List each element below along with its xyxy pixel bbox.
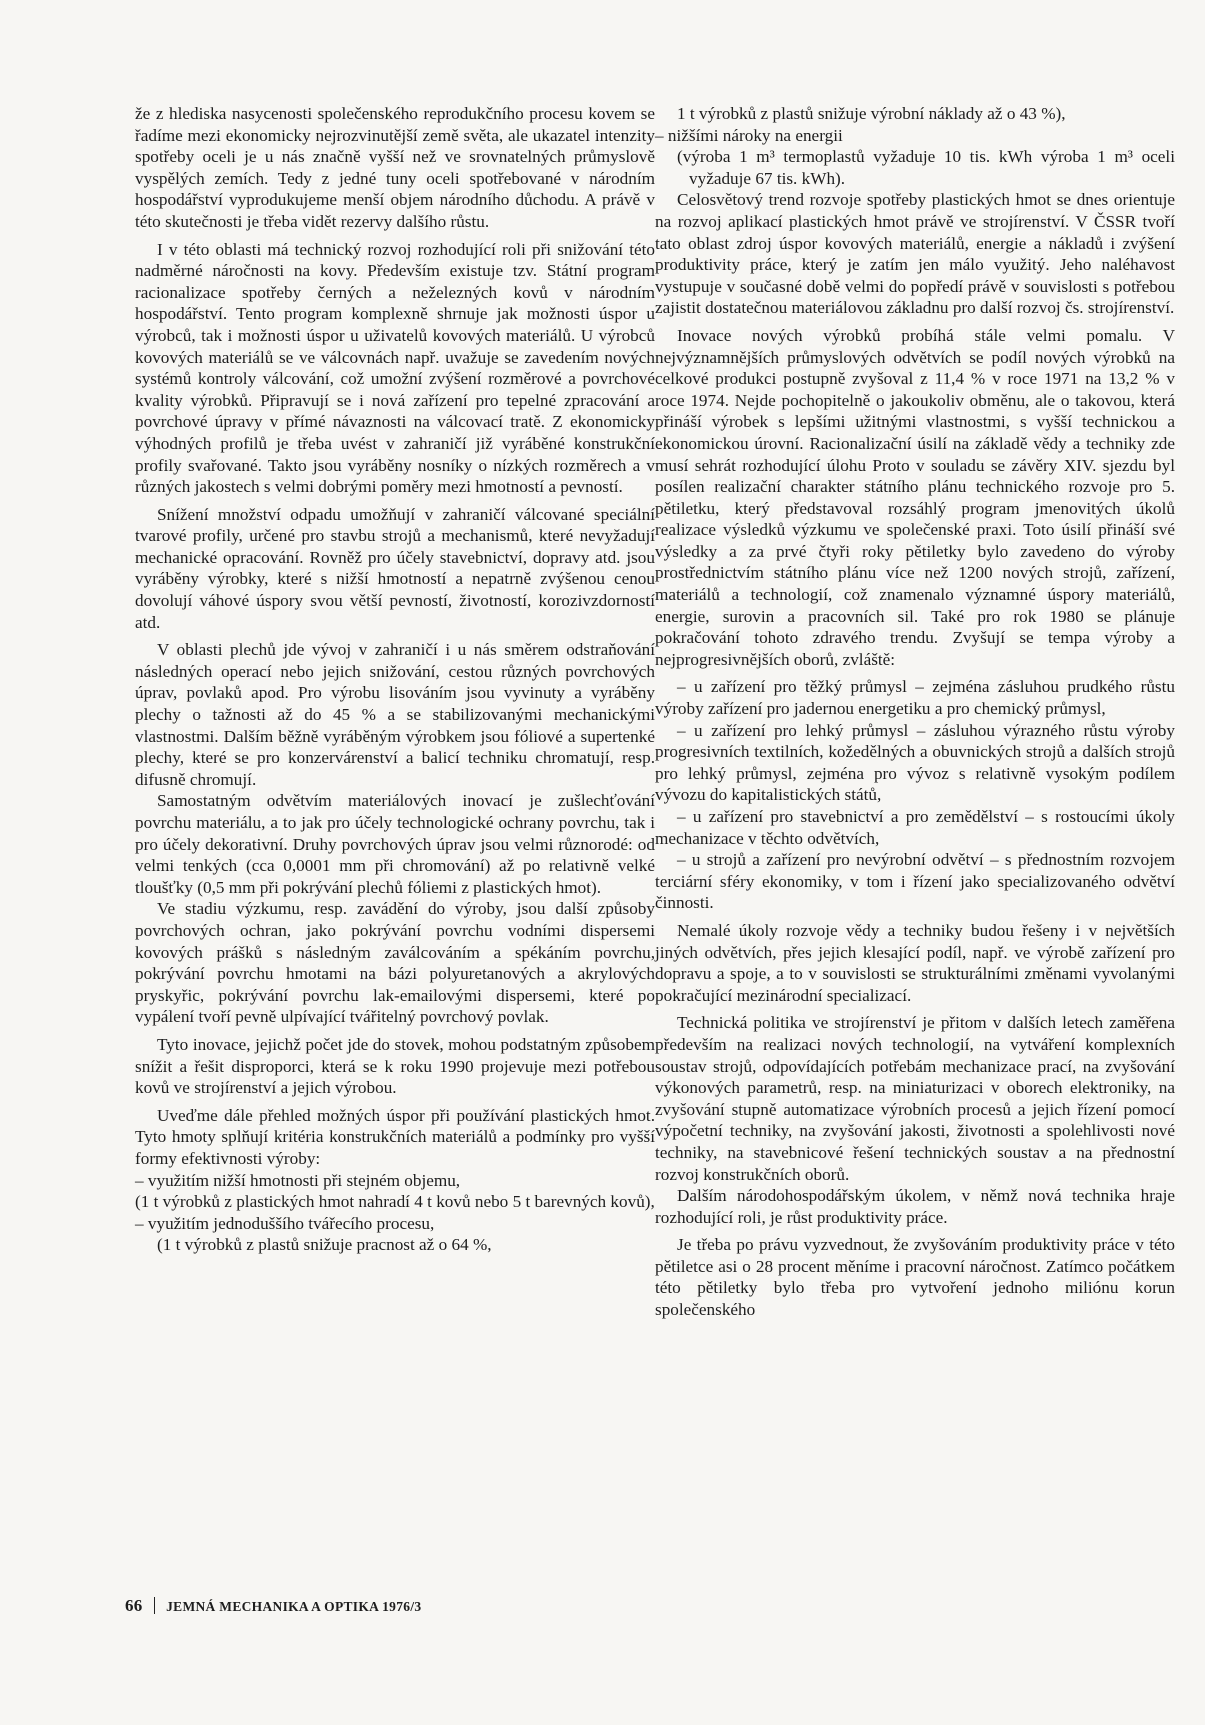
paragraph: Je třeba po právu vyzvednout, že zvyšováním produktivity práce v této pětiletce asi o 28 procent měníme i pracovní náročnost. Zatímco počátkem této pětiletky bylo třeba pro vytvoření jednoho miliónu korun společenského xyxy=(655,1235,1175,1320)
paragraph: – využitím nižší hmotnosti při stejném objemu, xyxy=(135,1170,461,1190)
paragraph: že z hlediska nasycenosti společenského reprodukčního procesu kovem se řadíme mezi ekonomicky nejrozvinutější země světa, ale ukazatel intenzity spotřeby oceli je u nás značně vyšší než ve srovnatelných průmyslově vyspělých zemích. Tedy z jedné tuny oceli spotřebované v národním hospodářství vyprodukujeme menší objem národního důchodu. A právě v této skutečnosti je třeba vidět rezervy dalšího růstu. xyxy=(135,104,655,231)
paragraph: V oblasti plechů jde vývoj v zahraničí i u nás směrem odstraňování následných operací nebo jejich snižování, cestou různých povrchových úprav, povlaků apod. Pro výrobu lisováním jsou vyvinuty a vyráběny plechy o tažnosti až do 45 % a se stabilizovanými mechanickými vlastnostmi. Dalším běžně vyráběným výrobkem jsou fóliové a supertenké plechy, které se pro konzervárenství a balicí techniku chromatují, resp. difusně chromují. xyxy=(135,640,655,789)
paragraph: Technická politika ve strojírenství je přitom v dalších letech zaměřena především na realizaci nových technologií, na vytváření komplexních soustav strojů, odpovídajících potřebám mechanizace prací, na zvyšování výkonových parametrů, resp. na miniaturizaci v oborech elektroniky, na zvyšování stupně automatizace výrobních procesů a jejich řízení pomocí výpočetní techniky, na zvyšování jakosti, životnosti a spolehlivosti nové techniky, na stavebnicové řešení technických soustav a na přednostní rozvoj konstrukčních oborů. xyxy=(655,1013,1175,1184)
paragraph: Celosvětový trend rozvoje spotřeby plastických hmot se dnes orientuje na rozvoj aplikací plastických hmot právě ve strojírenství. V ČSSR tvoří tato oblast zdroj úspor kovových materiálů, energie a nákladů i zvýšení produktivity práce, který je zatím jen málo využitý. Jeho naléhavost vystupuje v současné době velmi do popředí právě v souvislosti s potřebou zajistit dostatečnou materiálovou základnu pro další rozvoj čs. strojírenství. xyxy=(655,190,1175,318)
paragraph: Dalším národohospodářským úkolem, v němž nová technika hraje rozhodující roli, je růst produktivity práce. xyxy=(655,1186,1175,1227)
right-column xyxy=(655,103,1175,1321)
paragraph: Samostatným odvětvím materiálových inovací je zušlechťování povrchu materiálu, a to jak pro účely technologické ochrany povrchu, tak i pro účely dekorativní. Druhy povrchových úprav jsou velmi různorodé: od velmi tenkých (cca 0,0001 mm při chromování) až po relativně velké tloušťky (0,5 mm při pokrývání plechů fóliemi z plastických hmot). xyxy=(135,791,655,897)
paragraph: Tyto inovace, jejichž počet jde do stovek, mohou podstatným způsobem snížit a řešit disproporci, která se k roku 1990 projevuje mezi potřebou kovů ve strojírenství a jejich výrobou. xyxy=(135,1034,655,1098)
paragraph: Ve stadiu výzkumu, resp. zavádění do výroby, jsou další způsoby povrchových ochran, jako pokrývání povrchu vodními dispersemi kovových prášků s následným zaválcováním a spékáním povrchu, pokrývání povrchu hmotami na bázi polyuretanových a akrylových pryskyřic, pokrývání povrchu lak-emailovými dispersemi, které po vypálení tvoří pevně ulpívající tvářitelný povrchový povlak. xyxy=(135,899,655,1027)
paragraph: – nižšími nároky na energii xyxy=(655,125,843,145)
page-footer xyxy=(125,1594,421,1616)
journal-title: JEMNÁ MECHANIKA A OPTIKA 1976/3 xyxy=(166,1599,422,1614)
paragraph: 1 t výrobků z plastů snižuje výrobní náklady až o 43 %), xyxy=(677,104,1066,123)
paragraph: (výroba 1 m³ termoplastů vyžaduje 10 tis. kWh výroba 1 m³ oceli vyžaduje 67 tis. kWh). xyxy=(677,147,1175,188)
footer-divider xyxy=(154,1597,156,1614)
left-column xyxy=(135,103,655,1256)
paragraph: Snížení množství odpadu umožňují v zahraničí válcované speciální tvarové profily, určené pro stavbu strojů a mechanismů, které nevyžadují mechanické opracování. Rovněž pro účely stavebnictví, dopravy atd. jsou vyráběny výrobky, které s nižší hmotností a nepatrně zvýšenou cenou dovolují váhové úspory svou větší pevností, životností, korozivzdorností atd. xyxy=(135,504,655,632)
paragraph: – u strojů a zařízení pro nevýrobní odvětví – s přednostním rozvojem terciární sféry ekonomiky, v tom i řízení jako specializovaného odvětví činnosti. xyxy=(655,850,1175,913)
paragraph: – u zařízení pro stavebnictví a pro zemědělství – s rostoucími úkoly mechanizace v těchto odvětvích, xyxy=(655,807,1175,848)
page-number: 66 xyxy=(125,1596,143,1615)
paragraph: – u zařízení pro těžký průmysl – zejména zásluhou prudkého růstu výroby zařízení pro jadernou energetiku a pro chemický průmysl, xyxy=(655,677,1175,719)
paragraph: – u zařízení pro lehký průmysl – zásluhou výrazného růstu výroby progresivních textilních, kožedělných a obuvnických strojů a dalších strojů pro lehký průmysl, zejména pro vývoz s relativně vysokým podílem vývozu do kapitalistických států, xyxy=(655,720,1175,805)
paragraph: Uveďme dále přehled možných úspor při používání plastických hmot. Tyto hmoty splňují kritéria konstrukčních materiálů a podmínky pro vyšší formy efektivnosti výroby: xyxy=(135,1105,655,1168)
paragraph: (1 t výrobků z plastických hmot nahradí 4 t kovů nebo 5 t barevných kovů), xyxy=(135,1192,655,1212)
paragraph: (1 t výrobků z plastů snižuje pracnost až o 64 %, xyxy=(157,1235,492,1255)
paragraph: – využitím jednoduššího tvářecího procesu, xyxy=(135,1213,435,1233)
paragraph: Inovace nových výrobků probíhá stále velmi pomalu. V nejvýznamnějších průmyslových odvětvích se podíl nových výrobků na celkové produkci postupně zvyšoval z 11,4 % v roce 1971 na 13,2 % v roce 1974. Nejde pochopitelně o jakoukoliv obměnu, ale o takovou, která přináší výrobek s lepšími užitnými vlastnostmi, s vyšší technickou a ekonomickou úrovní. Racionalizační úsilí na základě vědy a techniky zde musí sehrát rozhodující úlohu Proto v souladu se závěry XIV. sjezdu byl posílen realizační charakter státního plánu technického rozvoje pro 5. pětiletku, který představoval rozsáhlý program jmenovitých úkolů realizace výsledků výzkumu ve společenské praxi. Toto úsilí přináší své výsledky a za prvé čtyři roky pětiletky bylo zavedeno do výroby prostřednictvím státního plánu více než 1200 nových strojů, zařízení, materiálů a technologií, což znamenalo významné úspory materiálů, energie, surovin a pracovních sil. Také pro rok 1980 se plánuje pokračování tohoto zdravého trendu. Zvyšují se tempa výroby a nejprogresivnějších oborů, zvláště: xyxy=(655,325,1175,669)
paragraph: Nemalé úkoly rozvoje vědy a techniky budou řešeny i v největších jiných odvětvích, přes jejich klesající podíl, např. ve výrobě zařízení pro dopravu a spoje, a to v souvislosti se strukturálními změnami vyvolanými pokračující mezinárodní specializací. xyxy=(655,920,1175,1005)
paragraph: I v této oblasti má technický rozvoj rozhodující roli při snižování této nadměrné náročnosti na kovy. Především existuje tzv. Státní program racionalizace spotřeby černých a neželezných kovů v národním hospodářství. Tento program komplexně shrnuje jak možnosti úspor u výrobců, tak i možnosti úspor u uživatelů kovových materiálů. U výrobců kovových materiálů se ve válcovnách např. uvažuje se zavedením nových systémů kontroly válcování, což umožní zvýšení rozměrové a povrchové kvality výrobků. Připravují se i nová zařízení pro tepelné zpracování a povrchové úpravy v přímé návaznosti na válcovací tratě. Z ekonomicky výhodných profilů je třeba uvést v zahraničí již vyráběné konstrukční profily svařované. Takto jsou vyráběny nosníky o nízkých rozměrech a v různých jakostech s velmi dobrými poměry mezi hmotností a pevností. xyxy=(135,239,655,497)
